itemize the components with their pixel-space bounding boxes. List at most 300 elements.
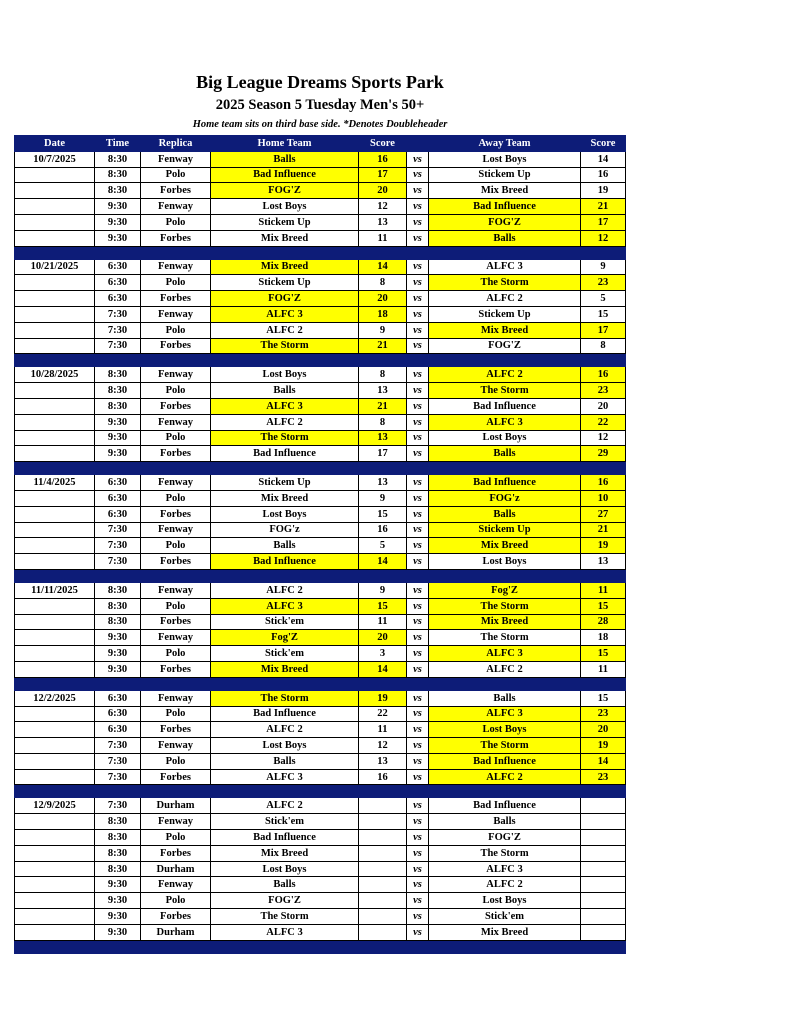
- vs-label: vs: [407, 475, 429, 491]
- game-date-empty: [15, 490, 95, 506]
- away-score: 15: [581, 690, 626, 706]
- away-team: Mix Breed: [429, 183, 581, 199]
- away-team: Lost Boys: [429, 554, 581, 570]
- separator-cell: [95, 246, 141, 259]
- away-team: Lost Boys: [429, 430, 581, 446]
- home-team: Balls: [211, 538, 359, 554]
- away-team: ALFC 2: [429, 769, 581, 785]
- vs-label: vs: [407, 814, 429, 830]
- away-team: Mix Breed: [429, 924, 581, 940]
- home-team: FOG'Z: [211, 291, 359, 307]
- home-team: Bad Influence: [211, 830, 359, 846]
- game-replica: Fenway: [141, 151, 211, 167]
- schedule-note: Home team sits on third base side. *Denotes Doubleheader: [192, 119, 448, 130]
- home-score: 16: [359, 522, 407, 538]
- game-date-empty: [15, 646, 95, 662]
- away-score: [581, 814, 626, 830]
- game-date-empty: [15, 924, 95, 940]
- game-row: [15, 614, 626, 630]
- separator-cell: [95, 569, 141, 582]
- separator-cell: [407, 569, 429, 582]
- home-team: ALFC 3: [211, 769, 359, 785]
- vs-label: vs: [407, 259, 429, 275]
- separator-cell: [429, 785, 581, 798]
- game-time: 8:30: [95, 861, 141, 877]
- game-time: 6:30: [95, 722, 141, 738]
- game-date-empty: [15, 909, 95, 925]
- vs-label: vs: [407, 183, 429, 199]
- game-row: [15, 259, 626, 275]
- home-score: 11: [359, 722, 407, 738]
- game-date: 10/7/2025: [15, 151, 95, 167]
- game-row: [15, 554, 626, 570]
- home-team: Fog'Z: [211, 630, 359, 646]
- separator-cell: [95, 785, 141, 798]
- home-team: Mix Breed: [211, 845, 359, 861]
- away-score: [581, 924, 626, 940]
- vs-label: vs: [407, 522, 429, 538]
- game-row: [15, 769, 626, 785]
- home-score: 21: [359, 338, 407, 354]
- home-score: 15: [359, 506, 407, 522]
- game-row: [15, 414, 626, 430]
- game-replica: Fenway: [141, 522, 211, 538]
- away-score: 19: [581, 738, 626, 754]
- away-score: 21: [581, 522, 626, 538]
- separator-cell: [359, 246, 407, 259]
- vs-label: vs: [407, 367, 429, 383]
- home-score: 16: [359, 151, 407, 167]
- away-score: 23: [581, 769, 626, 785]
- table-header-row: [15, 136, 626, 152]
- game-date-empty: [15, 661, 95, 677]
- home-team: The Storm: [211, 338, 359, 354]
- away-score: 20: [581, 398, 626, 414]
- home-team: Stickem Up: [211, 275, 359, 291]
- game-time: 9:30: [95, 893, 141, 909]
- away-score: 11: [581, 661, 626, 677]
- game-replica: Polo: [141, 430, 211, 446]
- game-time: 7:30: [95, 798, 141, 814]
- away-team: Bad Influence: [429, 475, 581, 491]
- separator-cell: [15, 940, 95, 953]
- home-team: Lost Boys: [211, 367, 359, 383]
- away-score: 22: [581, 414, 626, 430]
- vs-label: vs: [407, 845, 429, 861]
- home-team: Stick'em: [211, 814, 359, 830]
- game-replica: Fenway: [141, 582, 211, 598]
- game-time: 6:30: [95, 291, 141, 307]
- game-time: 9:30: [95, 446, 141, 462]
- game-date: 10/28/2025: [15, 367, 95, 383]
- away-team: Mix Breed: [429, 538, 581, 554]
- home-team: Stickem Up: [211, 214, 359, 230]
- separator-cell: [15, 354, 95, 367]
- away-team: Mix Breed: [429, 614, 581, 630]
- game-row: [15, 798, 626, 814]
- vs-label: vs: [407, 275, 429, 291]
- separator-cell: [211, 940, 359, 953]
- game-date-empty: [15, 167, 95, 183]
- game-replica: Durham: [141, 861, 211, 877]
- home-score: [359, 798, 407, 814]
- game-row: [15, 398, 626, 414]
- game-row: [15, 630, 626, 646]
- separator-cell: [141, 246, 211, 259]
- game-row: [15, 753, 626, 769]
- away-team: Balls: [429, 446, 581, 462]
- home-score: 3: [359, 646, 407, 662]
- game-time: 9:30: [95, 214, 141, 230]
- away-team: Lost Boys: [429, 722, 581, 738]
- game-date: 12/2/2025: [15, 690, 95, 706]
- week-separator: [15, 569, 626, 582]
- game-replica: Forbes: [141, 230, 211, 246]
- game-time: 6:30: [95, 690, 141, 706]
- game-replica: Polo: [141, 383, 211, 399]
- game-date-empty: [15, 446, 95, 462]
- vs-label: vs: [407, 490, 429, 506]
- separator-cell: [407, 785, 429, 798]
- away-score: [581, 909, 626, 925]
- home-score: [359, 893, 407, 909]
- vs-label: vs: [407, 398, 429, 414]
- vs-label: vs: [407, 646, 429, 662]
- vs-label: vs: [407, 167, 429, 183]
- home-team: FOG'Z: [211, 183, 359, 199]
- away-score: 12: [581, 430, 626, 446]
- game-replica: Forbes: [141, 291, 211, 307]
- away-score: [581, 893, 626, 909]
- away-team: FOG'Z: [429, 830, 581, 846]
- vs-label: vs: [407, 690, 429, 706]
- separator-cell: [141, 677, 211, 690]
- week-separator: [15, 940, 626, 953]
- separator-cell: [95, 354, 141, 367]
- home-score: 13: [359, 475, 407, 491]
- away-team: Bad Influence: [429, 753, 581, 769]
- home-team: FOG'z: [211, 522, 359, 538]
- away-score: 28: [581, 614, 626, 630]
- home-score: 17: [359, 446, 407, 462]
- home-team: ALFC 3: [211, 398, 359, 414]
- vs-label: vs: [407, 199, 429, 215]
- game-date-empty: [15, 398, 95, 414]
- separator-cell: [407, 354, 429, 367]
- vs-label: vs: [407, 291, 429, 307]
- game-time: 7:30: [95, 769, 141, 785]
- home-team: Balls: [211, 383, 359, 399]
- home-score: 20: [359, 630, 407, 646]
- game-row: [15, 738, 626, 754]
- home-score: 13: [359, 430, 407, 446]
- game-replica: Forbes: [141, 338, 211, 354]
- game-replica: Durham: [141, 798, 211, 814]
- game-replica: Forbes: [141, 845, 211, 861]
- game-date-empty: [15, 845, 95, 861]
- separator-cell: [359, 785, 407, 798]
- home-score: 12: [359, 738, 407, 754]
- separator-cell: [141, 462, 211, 475]
- separator-cell: [211, 569, 359, 582]
- game-time: 7:30: [95, 338, 141, 354]
- home-team: Stick'em: [211, 614, 359, 630]
- game-replica: Fenway: [141, 877, 211, 893]
- away-score: 8: [581, 338, 626, 354]
- separator-cell: [15, 677, 95, 690]
- vs-label: vs: [407, 861, 429, 877]
- game-row: [15, 538, 626, 554]
- game-date-empty: [15, 383, 95, 399]
- col-header-time: Time: [95, 136, 141, 152]
- away-team: Lost Boys: [429, 893, 581, 909]
- game-row: [15, 845, 626, 861]
- game-replica: Forbes: [141, 554, 211, 570]
- home-team: Mix Breed: [211, 230, 359, 246]
- home-team: Stickem Up: [211, 475, 359, 491]
- game-replica: Polo: [141, 753, 211, 769]
- game-row: [15, 338, 626, 354]
- game-row: [15, 646, 626, 662]
- game-date-empty: [15, 230, 95, 246]
- home-team: ALFC 3: [211, 598, 359, 614]
- home-score: [359, 861, 407, 877]
- separator-cell: [15, 246, 95, 259]
- game-replica: Polo: [141, 646, 211, 662]
- vs-label: vs: [407, 582, 429, 598]
- separator-cell: [581, 940, 626, 953]
- home-score: 9: [359, 490, 407, 506]
- vs-label: vs: [407, 430, 429, 446]
- home-score: 21: [359, 398, 407, 414]
- away-score: 16: [581, 475, 626, 491]
- game-time: 9:30: [95, 909, 141, 925]
- home-score: 8: [359, 367, 407, 383]
- separator-cell: [359, 354, 407, 367]
- vs-label: vs: [407, 446, 429, 462]
- game-row: [15, 367, 626, 383]
- away-team: The Storm: [429, 630, 581, 646]
- game-replica: Fenway: [141, 306, 211, 322]
- home-team: ALFC 2: [211, 582, 359, 598]
- game-row: [15, 722, 626, 738]
- game-replica: Fenway: [141, 367, 211, 383]
- game-date-empty: [15, 430, 95, 446]
- home-team: Balls: [211, 753, 359, 769]
- game-row: [15, 861, 626, 877]
- home-score: 14: [359, 259, 407, 275]
- separator-cell: [429, 940, 581, 953]
- away-score: 11: [581, 582, 626, 598]
- game-row: [15, 291, 626, 307]
- game-replica: Forbes: [141, 446, 211, 462]
- away-team: ALFC 2: [429, 291, 581, 307]
- home-team: Bad Influence: [211, 446, 359, 462]
- away-team: Balls: [429, 230, 581, 246]
- away-team: Stickem Up: [429, 167, 581, 183]
- home-score: 8: [359, 275, 407, 291]
- vs-label: vs: [407, 738, 429, 754]
- game-time: 7:30: [95, 306, 141, 322]
- game-time: 7:30: [95, 522, 141, 538]
- home-team: The Storm: [211, 909, 359, 925]
- away-team: Balls: [429, 814, 581, 830]
- game-date-empty: [15, 861, 95, 877]
- separator-cell: [15, 462, 95, 475]
- game-replica: Forbes: [141, 909, 211, 925]
- game-time: 6:30: [95, 275, 141, 291]
- game-row: [15, 909, 626, 925]
- vs-label: vs: [407, 893, 429, 909]
- separator-cell: [211, 246, 359, 259]
- away-score: 20: [581, 722, 626, 738]
- home-score: [359, 924, 407, 940]
- away-team: Bad Influence: [429, 199, 581, 215]
- game-row: [15, 151, 626, 167]
- game-row: [15, 924, 626, 940]
- separator-cell: [581, 785, 626, 798]
- game-time: 8:30: [95, 398, 141, 414]
- home-score: [359, 814, 407, 830]
- game-time: 7:30: [95, 738, 141, 754]
- game-replica: Forbes: [141, 398, 211, 414]
- vs-label: vs: [407, 924, 429, 940]
- game-time: 9:30: [95, 630, 141, 646]
- home-team: ALFC 2: [211, 322, 359, 338]
- home-score: 14: [359, 554, 407, 570]
- separator-cell: [211, 462, 359, 475]
- game-date: 11/11/2025: [15, 582, 95, 598]
- home-team: ALFC 2: [211, 722, 359, 738]
- col-header-vs: [407, 136, 429, 152]
- away-team: Stickem Up: [429, 306, 581, 322]
- vs-label: vs: [407, 338, 429, 354]
- game-row: [15, 167, 626, 183]
- game-replica: Forbes: [141, 506, 211, 522]
- game-row: [15, 706, 626, 722]
- game-date-empty: [15, 414, 95, 430]
- vs-label: vs: [407, 414, 429, 430]
- home-team: Bad Influence: [211, 167, 359, 183]
- game-time: 8:30: [95, 167, 141, 183]
- away-team: ALFC 3: [429, 646, 581, 662]
- home-score: [359, 830, 407, 846]
- vs-label: vs: [407, 151, 429, 167]
- game-row: [15, 430, 626, 446]
- home-score: 9: [359, 322, 407, 338]
- away-team: ALFC 3: [429, 414, 581, 430]
- home-team: The Storm: [211, 430, 359, 446]
- game-time: 8:30: [95, 845, 141, 861]
- game-date-empty: [15, 630, 95, 646]
- away-score: 29: [581, 446, 626, 462]
- separator-cell: [95, 462, 141, 475]
- game-replica: Fenway: [141, 630, 211, 646]
- game-row: [15, 475, 626, 491]
- separator-cell: [95, 940, 141, 953]
- game-time: 9:30: [95, 430, 141, 446]
- vs-label: vs: [407, 769, 429, 785]
- game-date-empty: [15, 291, 95, 307]
- vs-label: vs: [407, 877, 429, 893]
- game-date-empty: [15, 338, 95, 354]
- game-replica: Polo: [141, 322, 211, 338]
- game-replica: Polo: [141, 167, 211, 183]
- col-header-away-team: Away Team: [429, 136, 581, 152]
- game-date: 11/4/2025: [15, 475, 95, 491]
- game-date-empty: [15, 322, 95, 338]
- away-score: 12: [581, 230, 626, 246]
- separator-cell: [359, 677, 407, 690]
- separator-cell: [359, 462, 407, 475]
- home-score: 20: [359, 291, 407, 307]
- game-row: [15, 322, 626, 338]
- home-team: Bad Influence: [211, 554, 359, 570]
- away-score: 18: [581, 630, 626, 646]
- home-team: Lost Boys: [211, 738, 359, 754]
- vs-label: vs: [407, 598, 429, 614]
- game-date-empty: [15, 769, 95, 785]
- separator-cell: [581, 246, 626, 259]
- game-time: 9:30: [95, 414, 141, 430]
- col-header-away-score: Score: [581, 136, 626, 152]
- game-row: [15, 490, 626, 506]
- game-replica: Fenway: [141, 814, 211, 830]
- separator-cell: [581, 677, 626, 690]
- col-header-home-team: Home Team: [211, 136, 359, 152]
- away-team: ALFC 3: [429, 861, 581, 877]
- game-replica: Fenway: [141, 414, 211, 430]
- separator-cell: [15, 785, 95, 798]
- home-team: Stick'em: [211, 646, 359, 662]
- separator-cell: [581, 569, 626, 582]
- home-team: FOG'Z: [211, 893, 359, 909]
- away-score: 16: [581, 367, 626, 383]
- separator-cell: [141, 785, 211, 798]
- away-score: 27: [581, 506, 626, 522]
- separator-cell: [141, 569, 211, 582]
- game-date-empty: [15, 614, 95, 630]
- schedule-table: [14, 135, 626, 954]
- away-score: 23: [581, 275, 626, 291]
- away-score: 5: [581, 291, 626, 307]
- away-score: 21: [581, 199, 626, 215]
- separator-cell: [407, 246, 429, 259]
- home-score: 20: [359, 183, 407, 199]
- away-team: The Storm: [429, 598, 581, 614]
- home-score: 13: [359, 753, 407, 769]
- week-separator: [15, 785, 626, 798]
- vs-label: vs: [407, 661, 429, 677]
- separator-cell: [429, 677, 581, 690]
- game-row: [15, 306, 626, 322]
- away-score: [581, 830, 626, 846]
- game-time: 8:30: [95, 383, 141, 399]
- game-row: [15, 661, 626, 677]
- game-row: [15, 275, 626, 291]
- away-team: Mix Breed: [429, 322, 581, 338]
- game-time: 9:30: [95, 877, 141, 893]
- away-team: Bad Influence: [429, 798, 581, 814]
- game-time: 8:30: [95, 582, 141, 598]
- home-score: 11: [359, 230, 407, 246]
- game-time: 7:30: [95, 554, 141, 570]
- game-row: [15, 814, 626, 830]
- game-row: [15, 893, 626, 909]
- separator-cell: [407, 677, 429, 690]
- game-replica: Fenway: [141, 690, 211, 706]
- game-replica: Polo: [141, 893, 211, 909]
